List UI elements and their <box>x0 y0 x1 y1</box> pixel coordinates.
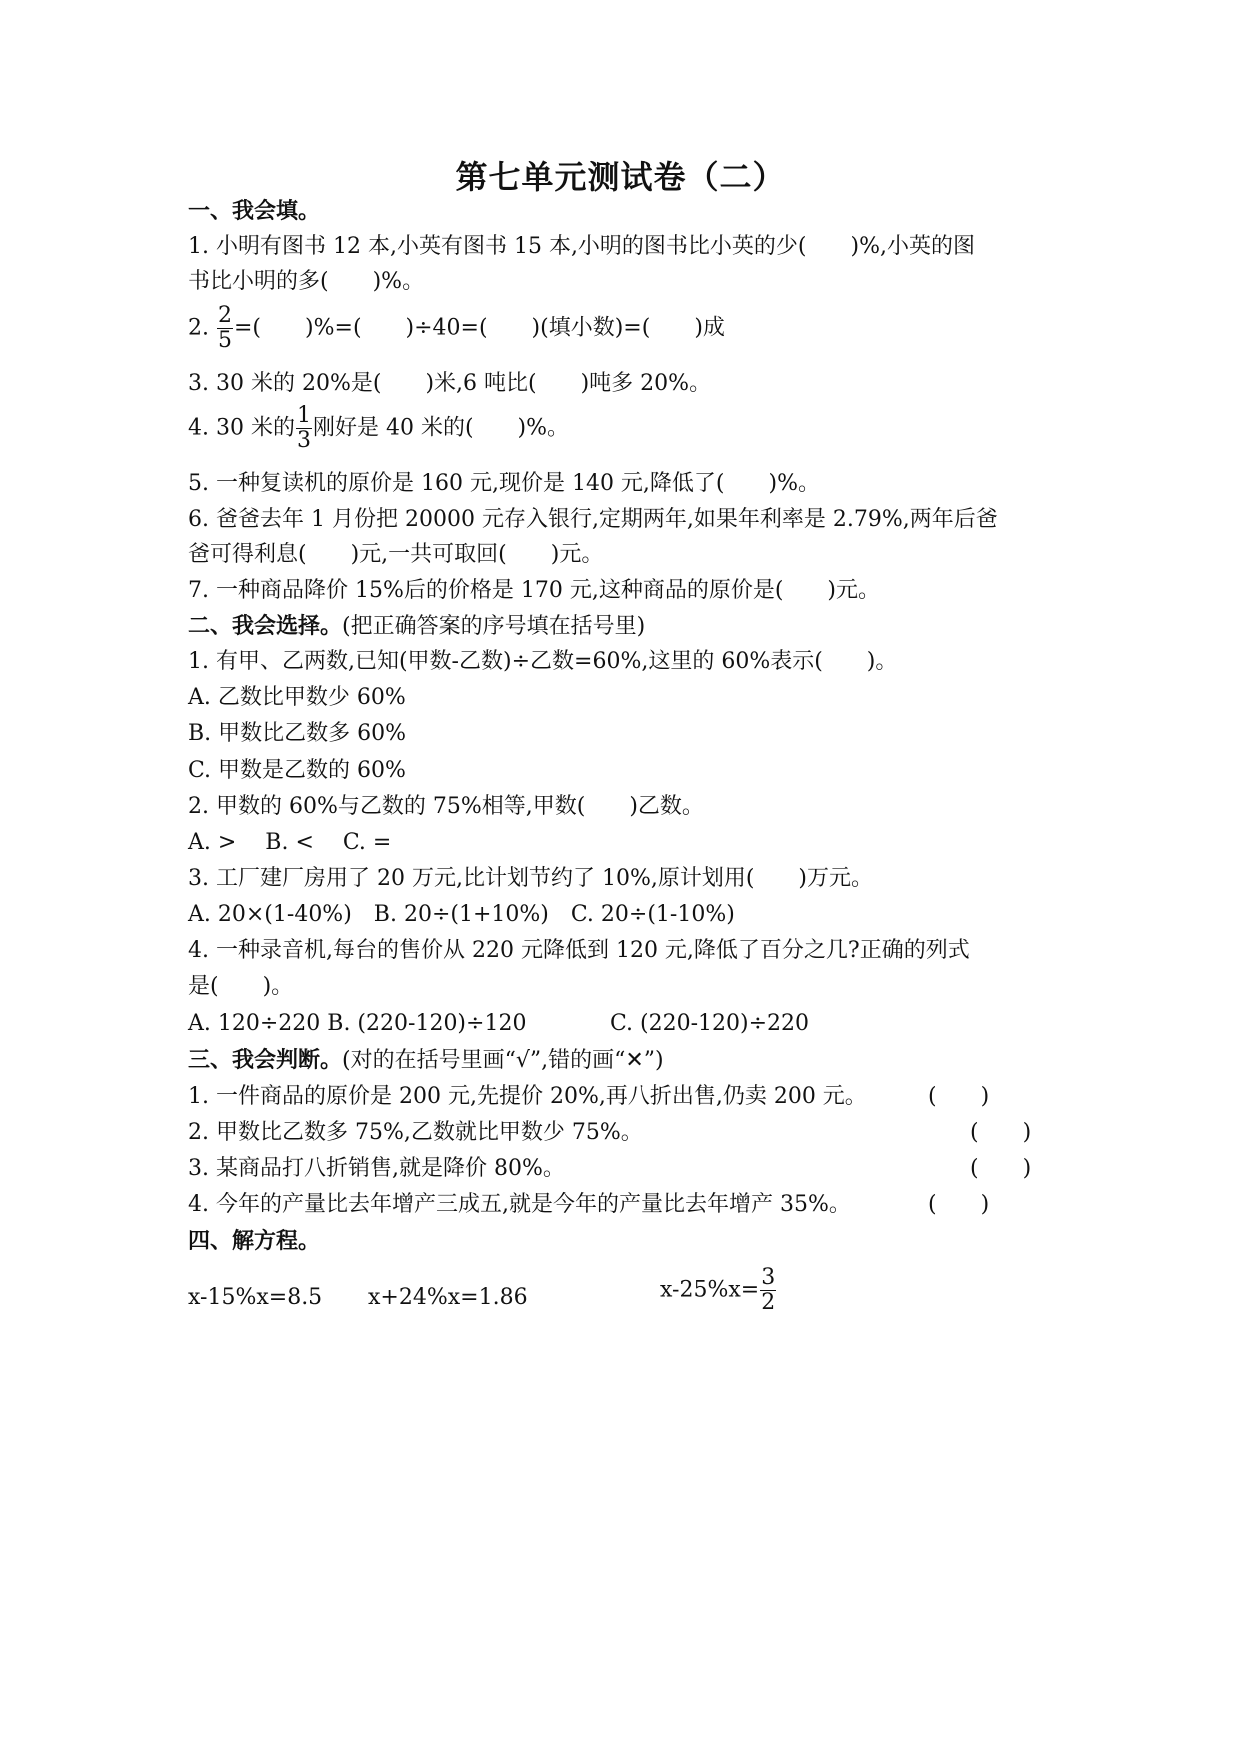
fill-question-3: 3. 30 米的 20%是( )米,6 吨比( )吨多 20%。 <box>188 371 712 396</box>
fraction-numerator: 3 <box>761 1265 776 1290</box>
equation-3-prefix: x-25%x= <box>660 1277 760 1303</box>
choice-option-1a: A. 乙数比甲数少 60% <box>188 685 406 710</box>
fill-question-1-line-2: 书比小明的多( )%。 <box>188 269 425 294</box>
equation-3 <box>660 1266 777 1315</box>
fraction-3-2 <box>760 1266 776 1315</box>
fill-question-4 <box>188 404 569 453</box>
fill-question-1-line-1: 1. 小明有图书 12 本,小英有图书 15 本,小明的图书比小英的少( )%,小英的图 <box>188 234 975 259</box>
equation-2: x+24%x=1.86 <box>368 1285 528 1310</box>
section-4-heading: 四、解方程。 <box>188 1228 321 1254</box>
choice-question-4-line-2: 是( )。 <box>188 974 294 999</box>
choice-options-3: A. 20×(1-40%) B. 20÷(1+10%) C. 20÷(1-10%) <box>188 902 735 927</box>
judge-question-1: 1. 一件商品的原价是 200 元,先提价 20%,再八折出售,仍卖 200 元。 <box>188 1084 867 1109</box>
fraction-denominator: 5 <box>218 328 232 353</box>
fill-question-2-text: =( )%=( )÷40=( )(填小数)=( )成 <box>234 315 725 341</box>
choice-question-3: 3. 工厂建厂房用了 20 万元,比计划节约了 10%,原计划用( )万元。 <box>188 866 874 891</box>
fill-question-6-line-2: 爸可得利息( )元,一共可取回( )元。 <box>188 542 604 567</box>
choice-option-4c: C. (220-120)÷220 <box>610 1011 810 1036</box>
choice-question-1: 1. 有甲、乙两数,已知(甲数-乙数)÷乙数=60%,这里的 60%表示( )。 <box>188 649 898 674</box>
equation-1: x-15%x=8.5 <box>188 1285 323 1310</box>
section-3-note: (对的在括号里画“√”,错的画“✕”) <box>342 1048 664 1073</box>
fill-question-7: 7. 一种商品降价 15%后的价格是 170 元,这种商品的原价是( )元。 <box>188 578 881 603</box>
choice-option-1c: C. 甲数是乙数的 60% <box>188 758 406 783</box>
section-2-note: (把正确答案的序号填在括号里) <box>342 614 646 639</box>
section-3-title: 三、我会判断。 <box>188 1047 343 1073</box>
fraction-1-3 <box>296 404 312 453</box>
fill-question-2 <box>188 304 725 353</box>
judge-question-3: 3. 某商品打八折销售,就是降价 80%。 <box>188 1156 565 1181</box>
fraction-2-5 <box>217 304 233 353</box>
page-title: 第七单元测试卷（二） <box>455 158 786 196</box>
fill-question-6-line-1: 6. 爸爸去年 1 月份把 20000 元存入银行,定期两年,如果年利率是 2.79%,两年后爸 <box>188 507 998 532</box>
choice-options-4-ab: A. 120÷220 B. (220-120)÷120 <box>188 1011 527 1036</box>
question-number: 2. <box>188 315 209 341</box>
fraction-denominator: 3 <box>296 428 311 453</box>
choice-question-4-line-1: 4. 一种录音机,每台的售价从 220 元降低到 120 元,降低了百分之几?正确的列式 <box>188 938 970 963</box>
fraction-numerator: 1 <box>296 403 311 428</box>
choice-question-2: 2. 甲数的 60%与乙数的 75%相等,甲数( )乙数。 <box>188 794 704 819</box>
answer-paren-1: ( ) <box>928 1084 990 1109</box>
choice-options-2: A. > B. < C. = <box>188 830 392 855</box>
section-1-heading: 一、我会填。 <box>188 198 321 224</box>
section-2-heading <box>188 612 645 641</box>
answer-paren-3: ( ) <box>970 1156 1032 1181</box>
judge-question-2: 2. 甲数比乙数多 75%,乙数就比甲数少 75%。 <box>188 1120 643 1145</box>
judge-question-4: 4. 今年的产量比去年增产三成五,就是今年的产量比去年增产 35%。 <box>188 1192 851 1217</box>
fraction-denominator: 2 <box>761 1290 776 1315</box>
fill-question-4-prefix: 4. 30 米的 <box>188 415 295 441</box>
answer-paren-4: ( ) <box>928 1192 990 1217</box>
fill-question-4-text: 刚好是 40 米的( )%。 <box>312 415 570 441</box>
fraction-numerator: 2 <box>218 303 232 328</box>
fill-question-5: 5. 一种复读机的原价是 160 元,现价是 140 元,降低了( )%。 <box>188 471 820 496</box>
section-2-title: 二、我会选择。 <box>188 613 343 639</box>
answer-paren-2: ( ) <box>970 1120 1032 1145</box>
section-3-heading <box>188 1046 664 1075</box>
choice-option-1b: B. 甲数比乙数多 60% <box>188 721 407 746</box>
